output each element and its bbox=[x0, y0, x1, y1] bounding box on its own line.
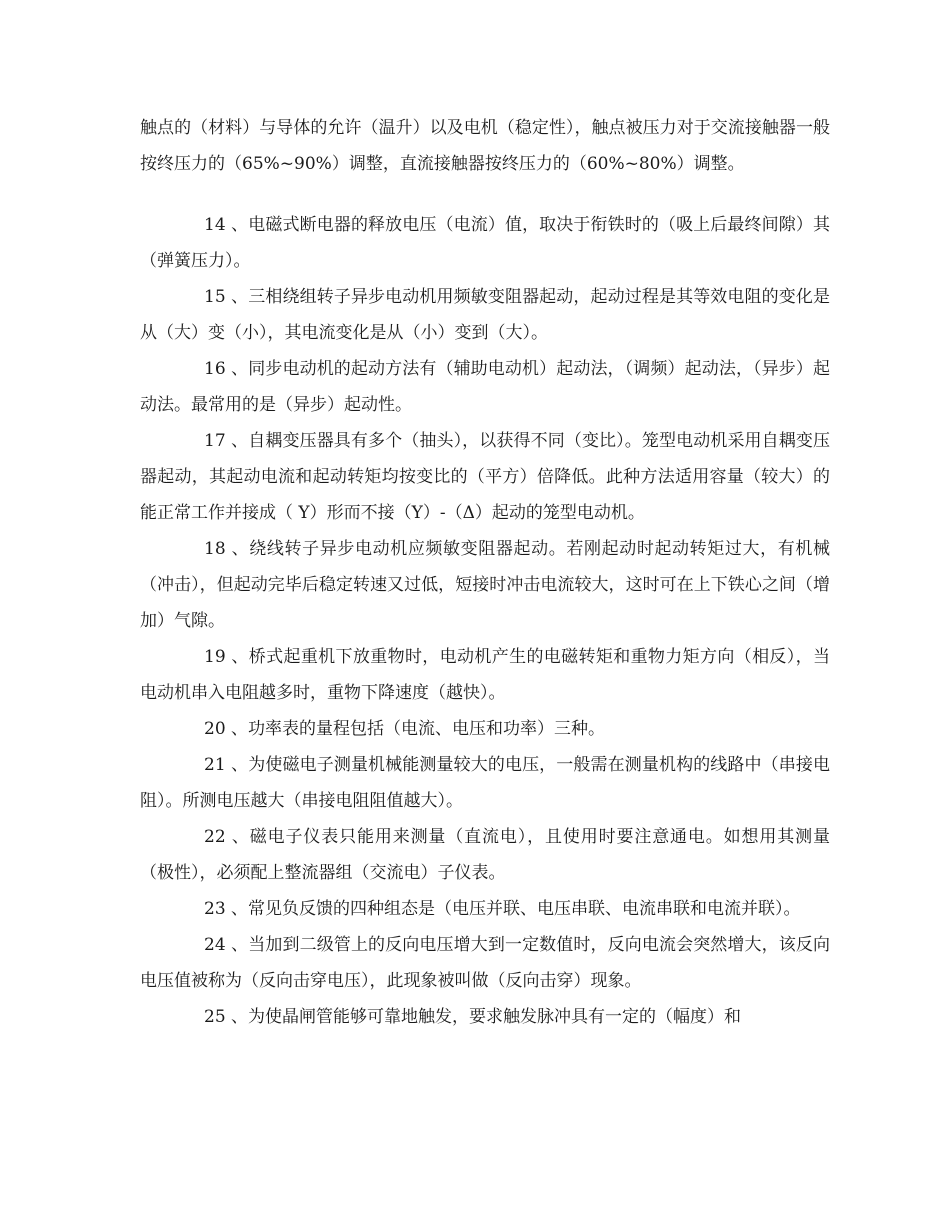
document-body bbox=[140, 110, 830, 1035]
paragraph-21: 21 、为使磁电子测量机械能测量较大的电压，一般需在测量机构的线路中（串接电阻）。所测电压越大（串接电阻阻值越大）。 bbox=[140, 755, 830, 811]
paragraph-17: 17 、自耦变压器具有多个（抽头），以获得不同（变比）。笼型电动机采用自耦变压器起动，其起动电流和起动转矩均按变比的（平方）倍降低。此种方法适用容量（较大）的能正常工作并接成（ Y）形而不接（Y）-（Δ）起动的笼型电动机。 bbox=[140, 431, 830, 523]
paragraph-14: 14 、电磁式断电器的释放电压（电流）值，取决于衔铁时的（吸上后最终间隙）其（弹簧压力）。 bbox=[140, 215, 830, 271]
paragraph-22: 22 、磁电子仪表只能用来测量（直流电），且使用时要注意通电。如想用其测量（极性），必须配上整流器组（交流电）子仪表。 bbox=[140, 827, 830, 883]
paragraph-20: 20 、功率表的量程包括（电流、电压和功率）三种。 bbox=[204, 719, 606, 739]
paragraph-23: 23 、常见负反馈的四种组态是（电压并联、电压串联、电流串联和电流并联）。 bbox=[204, 899, 801, 919]
paragraph-13-continued: 触点的（材料）与导体的允许（温升）以及电机（稳定性），触点被压力对于交流接触器一般按终压力的（65%~90%）调整，直流接触器按终压力的（60%~80%）调整。 bbox=[140, 118, 830, 174]
paragraph-25: 25 、为使晶闸管能够可靠地触发，要求触发脉冲具有一定的（幅度）和 bbox=[204, 1007, 742, 1027]
paragraph-18: 18 、绕线转子异步电动机应频敏变阻器起动。若刚起动时起动转矩过大，有机械（冲击），但起动完毕后稳定转速又过低，短接时冲击电流较大，这时可在上下铁心之间（增加）气隙。 bbox=[140, 539, 830, 631]
paragraph-16: 16 、同步电动机的起动方法有（辅助电动机）起动法，（调频）起动法，（异步）起动法。最常用的是（异步）起动性。 bbox=[140, 359, 830, 415]
paragraph-15: 15 、三相绕组转子异步电动机用频敏变阻器起动，起动过程是其等效电阻的变化是从（大）变（小），其电流变化是从（小）变到（大）。 bbox=[140, 287, 830, 343]
paragraph-19: 19 、桥式起重机下放重物时，电动机产生的电磁转矩和重物力矩方向（相反），当电动机串入电阻越多时，重物下降速度（越快）。 bbox=[140, 647, 830, 703]
paragraph-24: 24 、当加到二级管上的反向电压增大到一定数值时，反向电流会突然增大，该反向电压值被称为（反向击穿电压），此现象被叫做（反向击穿）现象。 bbox=[140, 935, 830, 991]
